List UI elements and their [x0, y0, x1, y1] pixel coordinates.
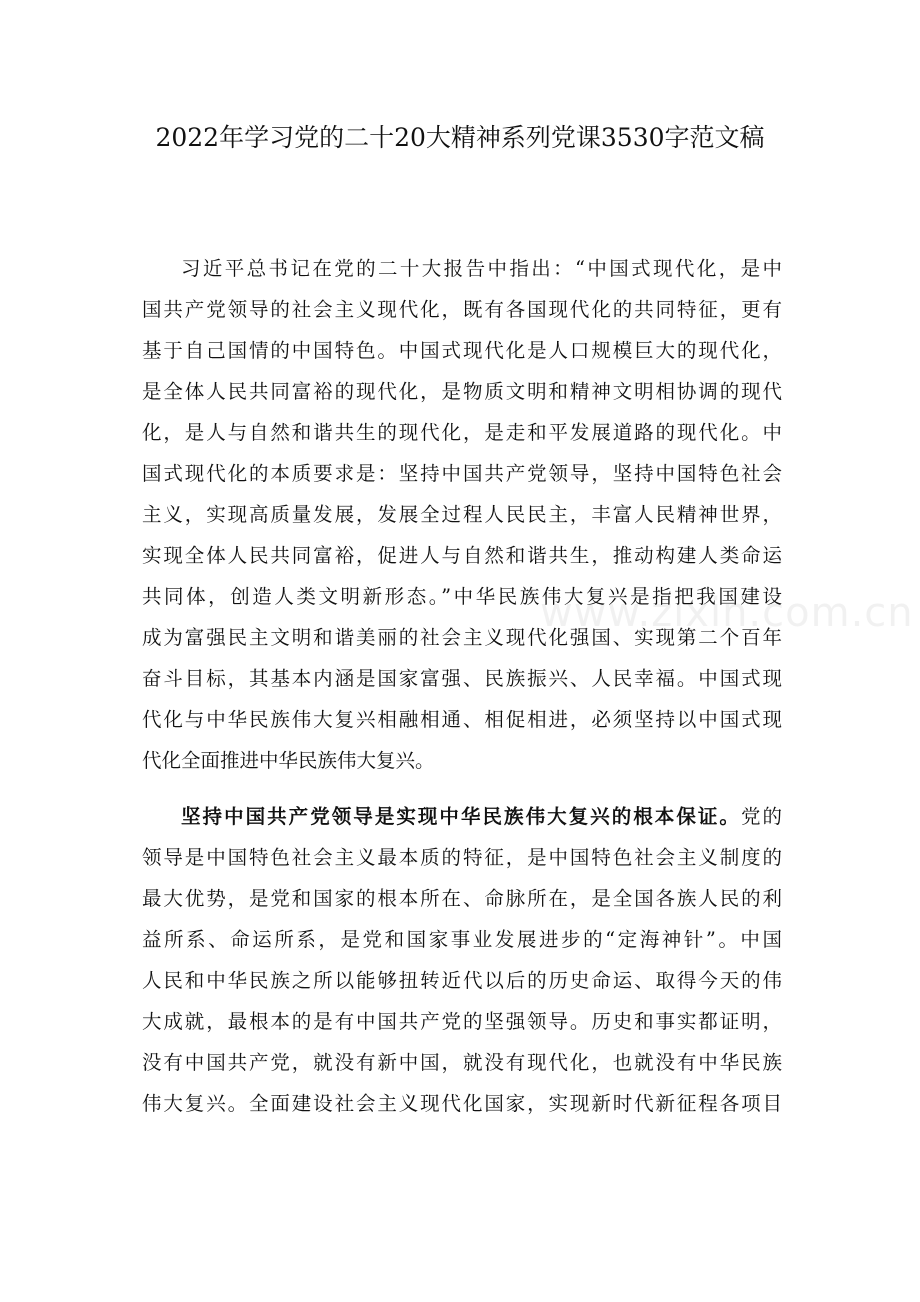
paragraph-1-line-8: 实现全体人民共同富裕，促进人与自然和谐共生，推动构建人类命运	[142, 544, 782, 567]
document-title: 2022年学习党的二十20大精神系列党课3530字范文稿	[155, 123, 765, 152]
paragraph-2-line-1	[181, 800, 782, 834]
paragraph-2-line-3: 最大优势，是党和国家的根本所在、命脉所在，是全国各族人民的利	[142, 887, 782, 910]
paragraph-1-line-11: 奋斗目标，其基本内涵是国家富强、民族振兴、人民幸福。中国式现	[142, 667, 782, 690]
paragraph-1-line-10: 成为富强民主文明和谐美丽的社会主义现代化强国、实现第二个百年	[142, 626, 782, 649]
paragraph-1-line-3: 基于自己国情的中国特色。中国式现代化是人口规模巨大的现代化，	[142, 339, 782, 362]
paragraph-1-line-9: 共同体，创造人类文明新形态。”中华民族伟大复兴是指把我国建设	[142, 585, 782, 608]
paragraph-1-line-13: 代化全面推进中华民族伟大复兴。	[142, 749, 435, 772]
paragraph-1-line-5: 化，是人与自然和谐共生的现代化，是走和平发展道路的现代化。中	[142, 421, 782, 444]
paragraph-1-line-7: 主义，实现高质量发展，发展全过程人民民主，丰富人民精神世界，	[142, 503, 782, 526]
paragraph-1-line-1: 习近平总书记在党的二十大报告中指出：“中国式现代化，是中	[181, 257, 782, 280]
paragraph-2-line-1-rest: 党的	[740, 805, 782, 828]
paragraph-1-line-6: 国式现代化的本质要求是：坚持中国共产党领导，坚持中国特色社会	[142, 462, 782, 485]
paragraph-2-line-4: 益所系、命运所系，是党和国家事业发展进步的“定海神针”。中国	[142, 928, 782, 951]
paragraph-2-line-8: 伟大复兴。全面建设社会主义现代化国家，实现新时代新征程各项目	[142, 1092, 782, 1115]
paragraph-2-line-6: 大成就，最根本的是有中国共产党的坚强领导。历史和事实都证明，	[142, 1010, 782, 1033]
paragraph-1-line-12: 代化与中华民族伟大复兴相融相通、相促相进，必须坚持以中国式现	[142, 708, 782, 731]
paragraph-2-line-2: 领导是中国特色社会主义最本质的特征，是中国特色社会主义制度的	[142, 846, 782, 869]
paragraph-1-line-2: 国共产党领导的社会主义现代化，既有各国现代化的共同特征，更有	[142, 298, 782, 321]
paragraph-2-line-7: 没有中国共产党，就没有新中国，就没有现代化，也就没有中华民族	[142, 1051, 782, 1074]
paragraph-2-line-5: 人民和中华民族之所以能够扭转近代以后的历史命运、取得今天的伟	[142, 969, 782, 992]
watermark: www.zixin.com.cn	[540, 590, 914, 636]
paragraph-2-bold-lead: 坚持中国共产党领导是实现中华民族伟大复兴的根本保证。	[181, 805, 741, 828]
paragraph-1-line-4: 是全体人民共同富裕的现代化，是物质文明和精神文明相协调的现代	[142, 380, 782, 403]
